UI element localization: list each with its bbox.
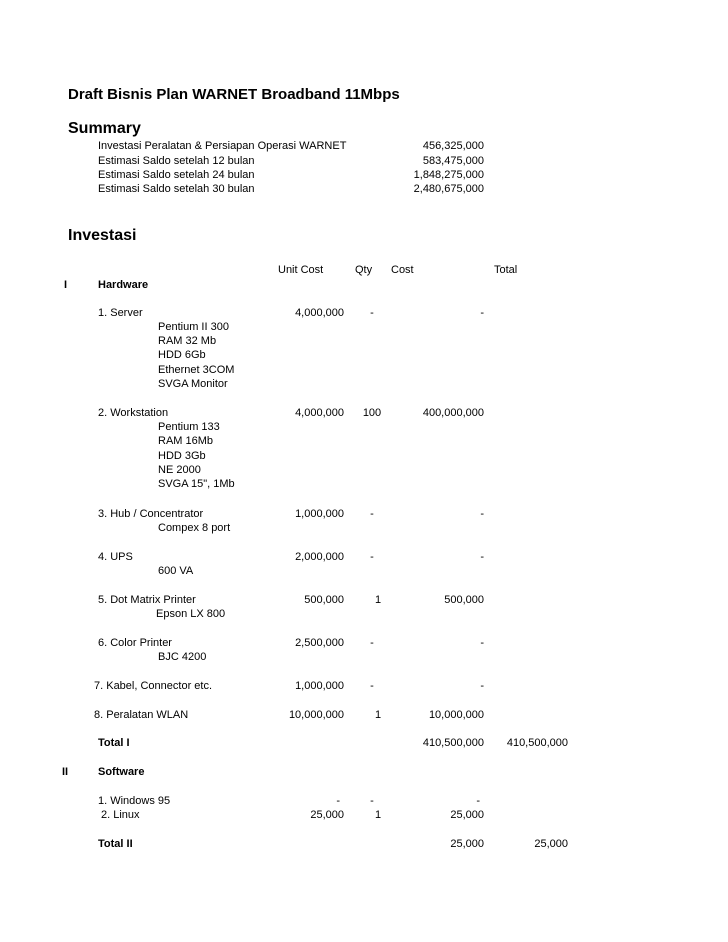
total-cost: 410,500,000: [422, 737, 484, 749]
item-qty: -: [370, 508, 374, 520]
summary-value: 583,475,000: [422, 155, 484, 167]
item-spec: NE 2000: [158, 464, 201, 476]
item-qty: -: [370, 551, 374, 563]
item-name: 5. Dot Matrix Printer: [98, 594, 196, 606]
item-spec: Epson LX 800: [156, 608, 226, 620]
item-unit-cost: 4,000,000: [295, 307, 344, 319]
item-unit-cost: 10,000,000: [288, 709, 344, 721]
item-spec: Ethernet 3COM: [158, 364, 235, 376]
item-spec: Pentium II 300: [158, 321, 229, 333]
total-total: 25,000: [534, 838, 568, 850]
total-label: Total II: [98, 838, 133, 850]
item-name: 7. Kabel, Connector etc.: [94, 680, 213, 692]
section-roman-software: II: [62, 766, 69, 778]
item-qty: 1: [374, 594, 382, 606]
summary-heading: Summary: [68, 120, 141, 137]
item-unit-cost: 2,500,000: [295, 637, 344, 649]
item-spec: HDD 3Gb: [158, 450, 206, 462]
section-roman-hardware: I: [64, 279, 68, 291]
item-name: 1. Windows 95: [98, 795, 171, 807]
item-qty: -: [370, 307, 374, 319]
item-cost: 10,000,000: [428, 709, 484, 721]
investasi-heading: Investasi: [68, 227, 137, 244]
summary-label: Estimasi Saldo setelah 30 bulan: [98, 183, 255, 195]
col-header-unit-cost: Unit Cost: [278, 264, 324, 276]
summary-value: 2,480,675,000: [413, 183, 484, 195]
item-name: 1. Server: [98, 307, 143, 319]
item-name: 2. Linux: [101, 809, 140, 821]
item-qty: 1: [374, 809, 382, 821]
item-spec: Compex 8 port: [158, 522, 231, 534]
item-unit-cost: 1,000,000: [295, 680, 344, 692]
col-header-qty: Qty: [355, 264, 373, 276]
item-unit-cost: -: [336, 795, 340, 807]
total-label: Total I: [98, 737, 130, 749]
item-spec: BJC 4200: [158, 651, 207, 663]
section-label-hardware: Hardware: [98, 279, 149, 291]
document-title: Draft Bisnis Plan WARNET Broadband 11Mbps: [68, 86, 400, 103]
item-qty: -: [370, 680, 374, 692]
item-cost: 25,000: [450, 809, 484, 821]
item-cost: 500,000: [444, 594, 484, 606]
summary-label: Estimasi Saldo setelah 12 bulan: [98, 155, 255, 167]
item-cost: -: [476, 795, 480, 807]
item-cost: -: [480, 637, 484, 649]
section-label-software: Software: [98, 766, 145, 778]
item-cost: -: [480, 551, 484, 563]
item-name: 8. Peralatan WLAN: [94, 709, 189, 721]
item-qty: -: [370, 795, 374, 807]
item-spec: RAM 16Mb: [158, 435, 214, 447]
summary-value: 1,848,275,000: [413, 169, 484, 181]
item-unit-cost: 2,000,000: [295, 551, 344, 563]
item-cost: -: [480, 307, 484, 319]
item-cost: 400,000,000: [422, 407, 484, 419]
summary-value: 456,325,000: [422, 140, 484, 152]
item-unit-cost: 4,000,000: [295, 407, 344, 419]
item-unit-cost: 1,000,000: [295, 508, 344, 520]
summary-label: Estimasi Saldo setelah 24 bulan: [98, 169, 255, 181]
total-cost: 25,000: [450, 838, 484, 850]
item-spec: 600 VA: [158, 565, 194, 577]
item-qty: 100: [362, 407, 382, 419]
item-unit-cost: 25,000: [310, 809, 344, 821]
item-qty: 1: [374, 709, 382, 721]
total-total: 410,500,000: [506, 737, 568, 749]
item-name: 4. UPS: [98, 551, 133, 563]
item-cost: -: [480, 508, 484, 520]
item-spec: SVGA Monitor: [158, 378, 228, 390]
item-spec: HDD 6Gb: [158, 349, 206, 361]
item-name: 2. Workstation: [98, 407, 169, 419]
item-name: 6. Color Printer: [98, 637, 172, 649]
col-header-total: Total: [494, 264, 518, 276]
summary-label: Investasi Peralatan & Persiapan Operasi WARNET: [98, 140, 347, 152]
col-header-cost: Cost: [391, 264, 414, 276]
item-spec: RAM 32 Mb: [158, 335, 217, 347]
item-qty: -: [370, 637, 374, 649]
item-cost: -: [480, 680, 484, 692]
item-name: 3. Hub / Concentrator: [98, 508, 204, 520]
item-unit-cost: 500,000: [304, 594, 344, 606]
item-spec: SVGA 15", 1Mb: [158, 478, 235, 490]
item-spec: Pentium 133: [158, 421, 220, 433]
